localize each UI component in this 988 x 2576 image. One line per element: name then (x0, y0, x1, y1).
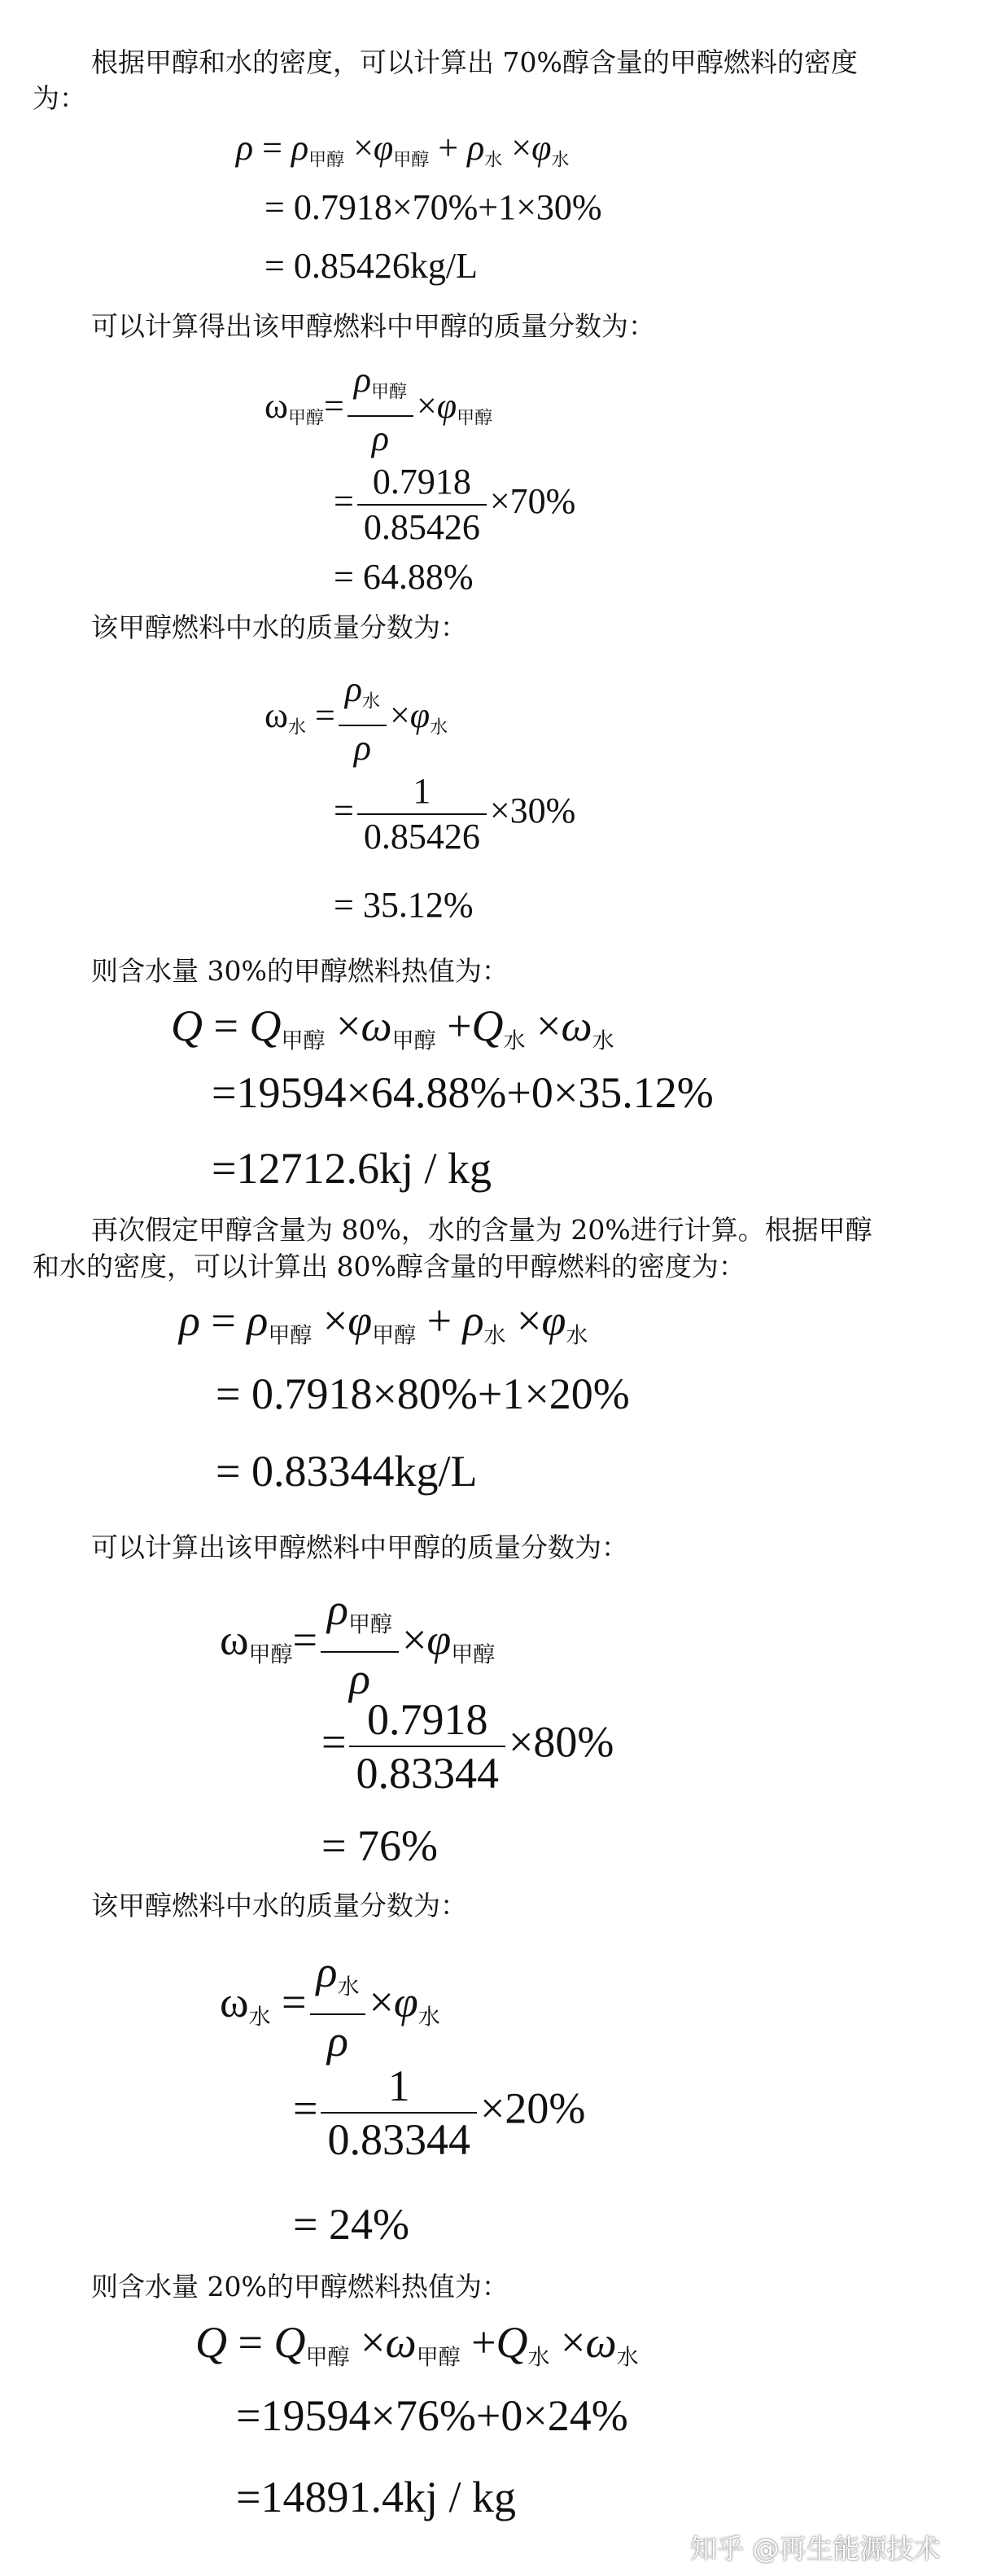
water-fraction-calc-30: = $\frac{1}{0.85426}$ ×30% (334, 771, 576, 856)
methanol-fraction-formula-70: $\omega_{甲醇}=$ $\frac{\rho_{甲醇}}{\rho}$ $\times\varphi_{甲醇}$ (264, 360, 493, 458)
density-formula-80: $\rho = \rho_{甲醇} \times\varphi_{甲醇} + \rho_水 \times\varphi_水$ (179, 1296, 588, 1349)
heat-value-formula-30: $Q = Q_{甲醇} \times\omega_{甲醇} +Q_水 \times\omega_水$ (171, 1001, 614, 1054)
water-fraction-result-20: = 24% (293, 2200, 409, 2249)
paragraph-1-cont: 为： (33, 82, 86, 114)
heat-value-calc-20: =19594×76%+0×24% (236, 2391, 628, 2440)
paragraph-5: 再次假定甲醇含量为 80%，水的含量为 20%进行计算。根据甲醇 (91, 1214, 872, 1246)
paragraph-3: 该甲醇燃料中水的质量分数为： (91, 611, 467, 643)
methanol-fraction-formula-80: $\omega_{甲醇}=$ $\frac{\rho_{甲醇}}{\rho}$ $\times\varphi_{甲醇}$ (220, 1585, 496, 1704)
density-formula-70: $\rho = \rho_{甲醇} \times\varphi_{甲醇} + \rho_水 \times\varphi_水$ (236, 128, 570, 171)
paragraph-6: 可以计算出该甲醇燃料中甲醇的质量分数为： (91, 1531, 628, 1563)
paragraph-2: 可以计算得出该甲醇燃料中甲醇的质量分数为： (91, 310, 655, 342)
heat-value-result-30: =12712.6kj / kg (212, 1144, 492, 1193)
density-result-80: = 0.83344kg/L (216, 1447, 478, 1496)
zhihu-watermark: 知乎 @再生能源技术 (690, 2533, 941, 2565)
heat-value-result-20: =14891.4kj / kg (236, 2473, 516, 2521)
density-calc-80: = 0.7918×80%+1×20% (216, 1369, 630, 1418)
density-result-70: = 0.85426kg/L (264, 246, 478, 286)
paragraph-1: 根据甲醇和水的密度，可以计算出 70%醇含量的甲醇燃料的密度 (91, 46, 858, 78)
paragraph-7: 该甲醇燃料中水的质量分数为： (91, 1890, 467, 1921)
methanol-fraction-calc-80: = $\frac{0.7918}{0.83344}$ ×80% (321, 1695, 614, 1798)
water-fraction-result-30: = 35.12% (334, 885, 474, 925)
density-calc-70: = 0.7918×70%+1×30% (264, 187, 602, 227)
paragraph-8: 则含水量 20%的甲醇燃料热值为： (91, 2271, 509, 2302)
water-fraction-calc-20: = $\frac{1}{0.83344}$ ×20% (293, 2061, 586, 2164)
paragraph-4: 则含水量 30%的甲醇燃料热值为： (91, 955, 509, 987)
heat-value-calc-30: =19594×64.88%+0×35.12% (212, 1068, 714, 1117)
methanol-fraction-calc-70: = $\frac{0.7918}{0.85426}$ ×70% (334, 462, 576, 547)
paragraph-5-cont: 和水的密度，可以计算出 80%醇含量的甲醇燃料的密度为： (33, 1251, 745, 1282)
methanol-fraction-result-70: = 64.88% (334, 557, 474, 597)
water-fraction-formula-20: $\omega_水$ = $\frac{\rho_水}{\rho}$ $\times\varphi_水$ (220, 1947, 440, 2066)
water-fraction-formula-30: $\omega_水$ = $\frac{\rho_水}{\rho}$ $\times\varphi_水$ (264, 669, 448, 768)
methanol-fraction-result-80: = 76% (321, 1821, 438, 1870)
heat-value-formula-20: $Q = Q_{甲醇} \times\omega_{甲醇} +Q_水 \times\omega_水$ (195, 2318, 639, 2371)
